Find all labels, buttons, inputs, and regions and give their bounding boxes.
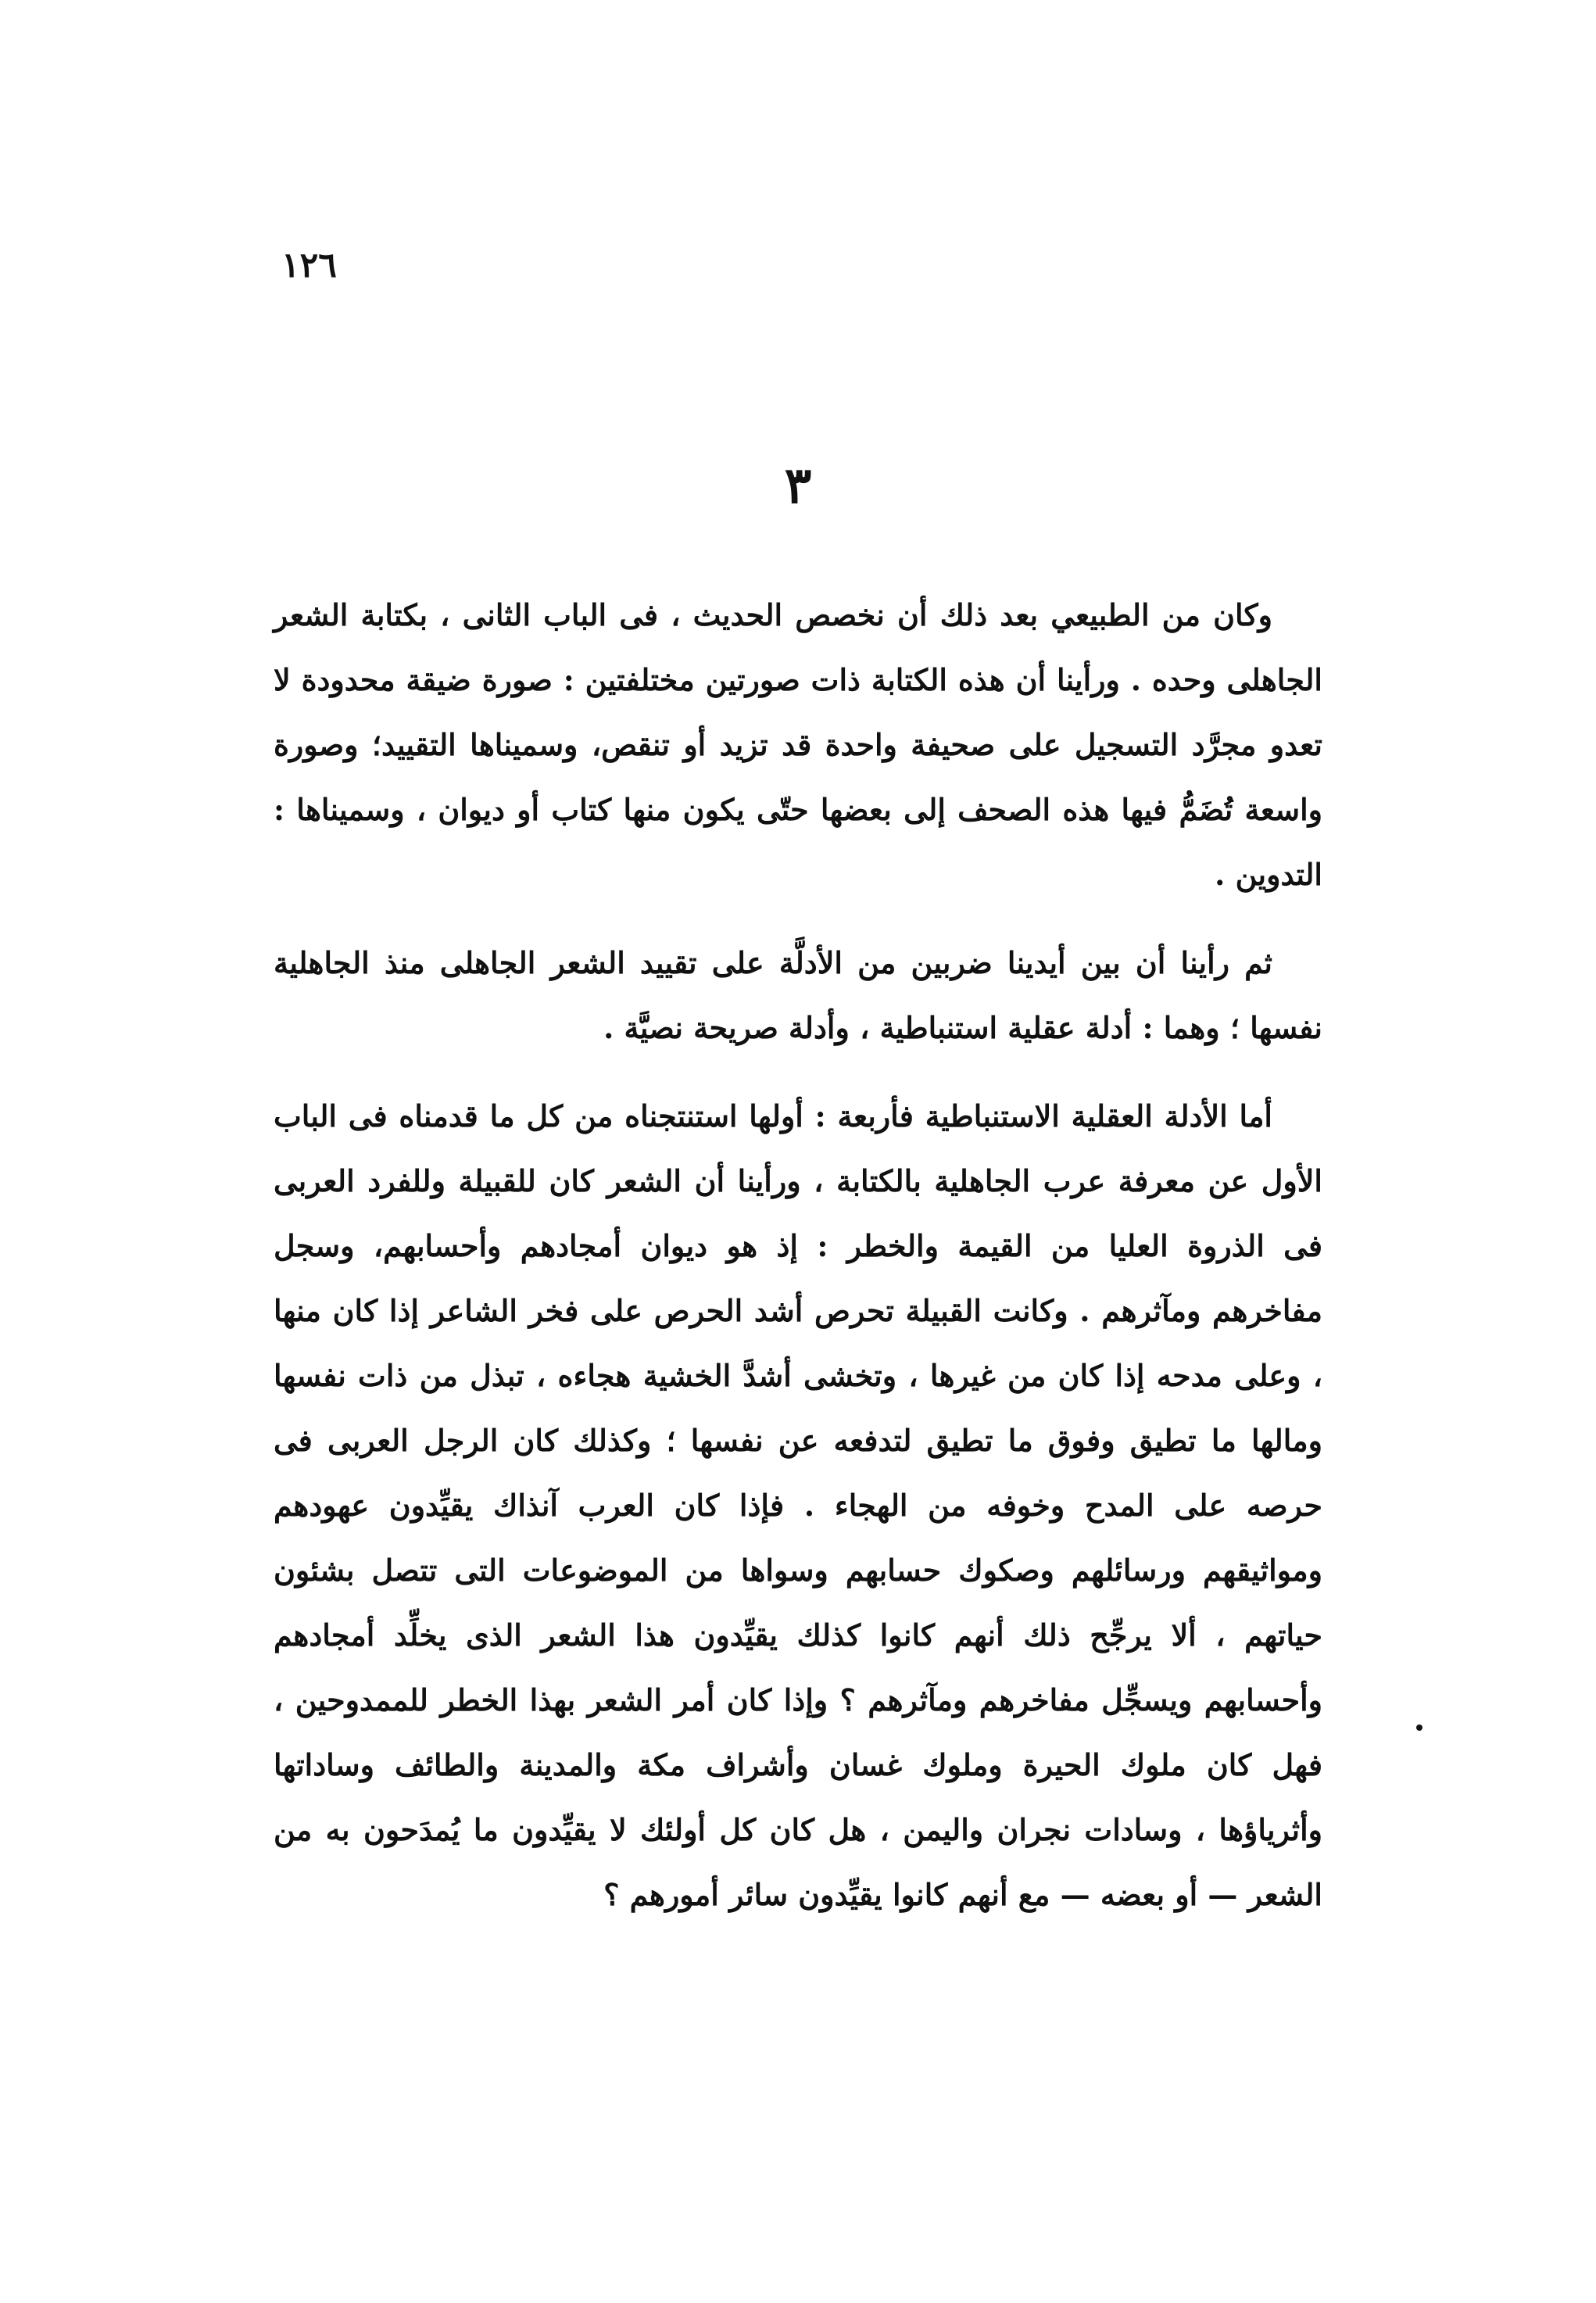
paragraph: وكان من الطبيعي بعد ذلك أن نخصص الحديث ، فى الباب الثانى ، بكتابة الشعر الجاهلى وحده . ورأينا أن هذه الكتابة ذات صورتين مختلفتين : صورة ضيقة محدودة لا تعدو مجرَّد التسجيل على صحيفة واحدة قد تزيد أو تنقص، وسميناها التقييد؛ وصورة واسعة تُضَمُّ فيها هذه الصحف إلى بعضها حتّى يكون منها كتاب أو ديوان ، وسميناها : التدوين . [274,597,1322,892]
paragraph: أما الأدلة العقلية الاستنباطية فأربعة : أولها استنتجناه من كل ما قدمناه فى الباب الأول عن معرفة عرب الجاهلية بالكتابة ، ورأينا أن الشعر كان للقبيلة وللفرد العربى فى الذروة العليا من القيمة والخطر : إذ هو ديوان أمجادهم وأحسابهم، وسجل مفاخرهم ومآثرهم . وكانت القبيلة تحرص أشد الحرص على فخر الشاعر إذا كان منها ، وعلى مدحه إذا كان من غيرها ، وتخشى أشدَّ الخشية هجاءه ، تبذل من ذات نفسها ومالها ما تطيق وفوق ما تطيق لتدفعه عن نفسها ؛ وكذلك كان الرجل العربى فى حرصه على المدح وخوفه من الهجاء . فإذا كان العرب آنذاك يقيِّدون عهودهم ومواثيقهم ورسائلهم وصكوك حسابهم وسواها من الموضوعات التى تتصل بشئون حياتهم ، ألا يرجِّح ذلك أنهم كانوا كذلك يقيِّدون هذا الشعر الذى يخلِّد أمجادهم وأحسابهم ويسجِّل مفاخرهم ومآثرهم ؟ وإذا كان أمر الشعر بهذا الخطر للممدوحين ، فهل كان ملوك الحيرة وملوك غسان وأشراف مكة والمدينة والطائف وساداتها وأثرياؤها ، وسادات نجران واليمن ، هل كان كل أولئك لا يقيِّدون ما يُمدَحون به من الشعر — أو بعضه — مع أنهم كانوا يقيِّدون سائر أمورهم ؟ [274,1098,1322,1912]
body-text [274,582,1322,1950]
margin-dot [1416,1725,1422,1731]
section-number: ٣ [784,457,812,515]
page-number: ١٢٦ [281,245,337,285]
paragraph: ثم رأينا أن بين أيدينا ضربين من الأدلَّة على تقييد الشعر الجاهلى منذ الجاهلية نفسها ؛ وهما : أدلة عقلية استنباطية ، وأدلة صريحة نصيَّة . [274,945,1322,1045]
